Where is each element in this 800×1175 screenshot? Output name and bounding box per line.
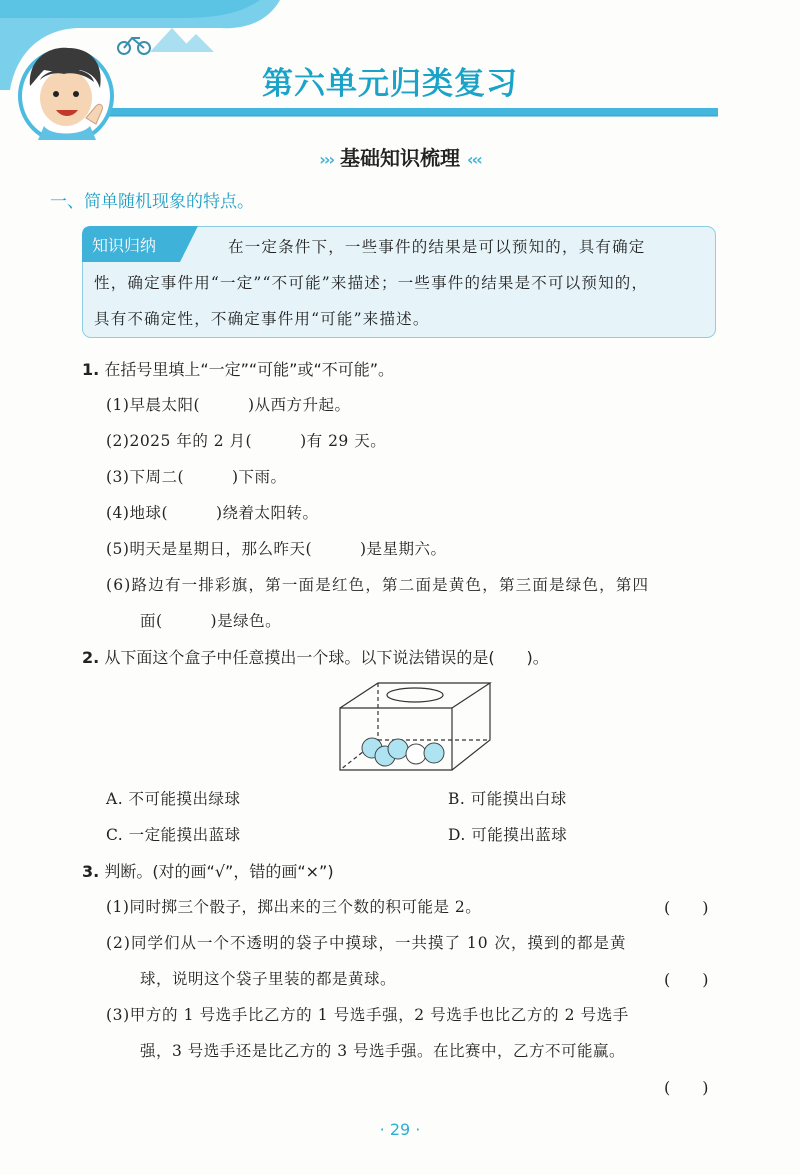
q3-item-3-line-1: (3)甲方的 1 号选手比乙方的 1 号选手强，2 号选手也比乙方的 2 号选手 <box>106 1006 629 1024</box>
question-2-number: 2. <box>82 648 100 667</box>
question-3-number: 3. <box>82 862 100 881</box>
q2-option-b: B. 可能摸出白球 <box>448 790 567 808</box>
q3-item-2-answer[interactable]: ( ) <box>664 970 709 989</box>
question-1-stem <box>82 357 394 380</box>
q1-item-4: (4)地球( )绕着太阳转。 <box>106 504 319 522</box>
knowledge-line-2: 性，确定事件用“一定”“不可能”来描述；一些事件的结果是不可以预知的， <box>94 274 649 292</box>
box-with-balls-figure <box>330 678 500 778</box>
ball <box>388 739 408 759</box>
question-3-stem <box>82 859 334 882</box>
question-2-text: 从下面这个盒子中任意摸出一个球。以下说法错误的是( )。 <box>104 648 549 667</box>
q3-item-1-answer[interactable]: ( ) <box>664 898 709 917</box>
q1-item-3: (3)下周二( )下雨。 <box>106 468 287 486</box>
knowledge-tag-label: 知识归纳 <box>92 236 157 255</box>
q2-option-c: C. 一定能摸出蓝球 <box>106 826 241 844</box>
q3-item-3-answer[interactable]: ( ) <box>664 1078 709 1097</box>
q3-item-2-line-2: 球，说明这个袋子里装的都是黄球。 <box>140 970 397 988</box>
knowledge-line-1: 在一定条件下，一些事件的结果是可以预知的，具有确定 <box>228 238 646 256</box>
arrows-left-icon: ››› <box>319 150 334 169</box>
q1-item-6-line-1: (6)路边有一排彩旗，第一面是红色，第二面是黄色，第三面是绿色，第四 <box>106 576 650 594</box>
question-1-number: 1. <box>82 360 100 379</box>
q1-item-5: (5)明天是星期日，那么昨天( )是星期六。 <box>106 540 447 558</box>
q1-item-1: (1)早晨太阳( )从西方升起。 <box>106 396 351 414</box>
q1-item-2: (2)2025 年的 2 月( )有 29 天。 <box>106 432 387 450</box>
section-heading <box>0 142 800 171</box>
page-number: · 29 · <box>379 1120 421 1139</box>
question-1-text: 在括号里填上“一定”“可能”或“不可能”。 <box>104 360 395 379</box>
mountain-icon <box>150 28 214 52</box>
q2-option-a: A. 不可能摸出绿球 <box>106 790 241 808</box>
q3-item-1: (1)同时掷三个骰子，掷出来的三个数的积可能是 2。 <box>106 898 482 916</box>
ball <box>424 743 444 763</box>
ball <box>406 744 426 764</box>
q1-item-6-line-2: 面( )是绿色。 <box>140 612 282 630</box>
avatar-boy-icon <box>20 48 112 140</box>
question-2-stem <box>82 645 549 668</box>
section-heading-text: 基础知识梳理 <box>340 146 460 170</box>
q3-item-2-line-1: (2)同学们从一个不透明的袋子中摸球，一共摸了 10 次，摸到的都是黄 <box>106 934 627 952</box>
knowledge-line-3: 具有不确定性，不确定事件用“可能”来描述。 <box>94 310 430 328</box>
bicycle-icon <box>118 38 150 54</box>
q2-option-d: D. 可能摸出蓝球 <box>448 826 568 844</box>
part-heading: 一、简单随机现象的特点。 <box>50 192 254 212</box>
q3-item-3-line-2: 强，3 号选手还是比乙方的 3 号选手强。在比赛中，乙方不可能赢。 <box>140 1042 626 1060</box>
arrows-right-icon: ‹‹‹ <box>466 150 481 169</box>
question-3-text: 判断。(对的画“√”，错的画“×”) <box>104 862 334 881</box>
page-title: 第六单元归类复习 <box>262 66 518 102</box>
